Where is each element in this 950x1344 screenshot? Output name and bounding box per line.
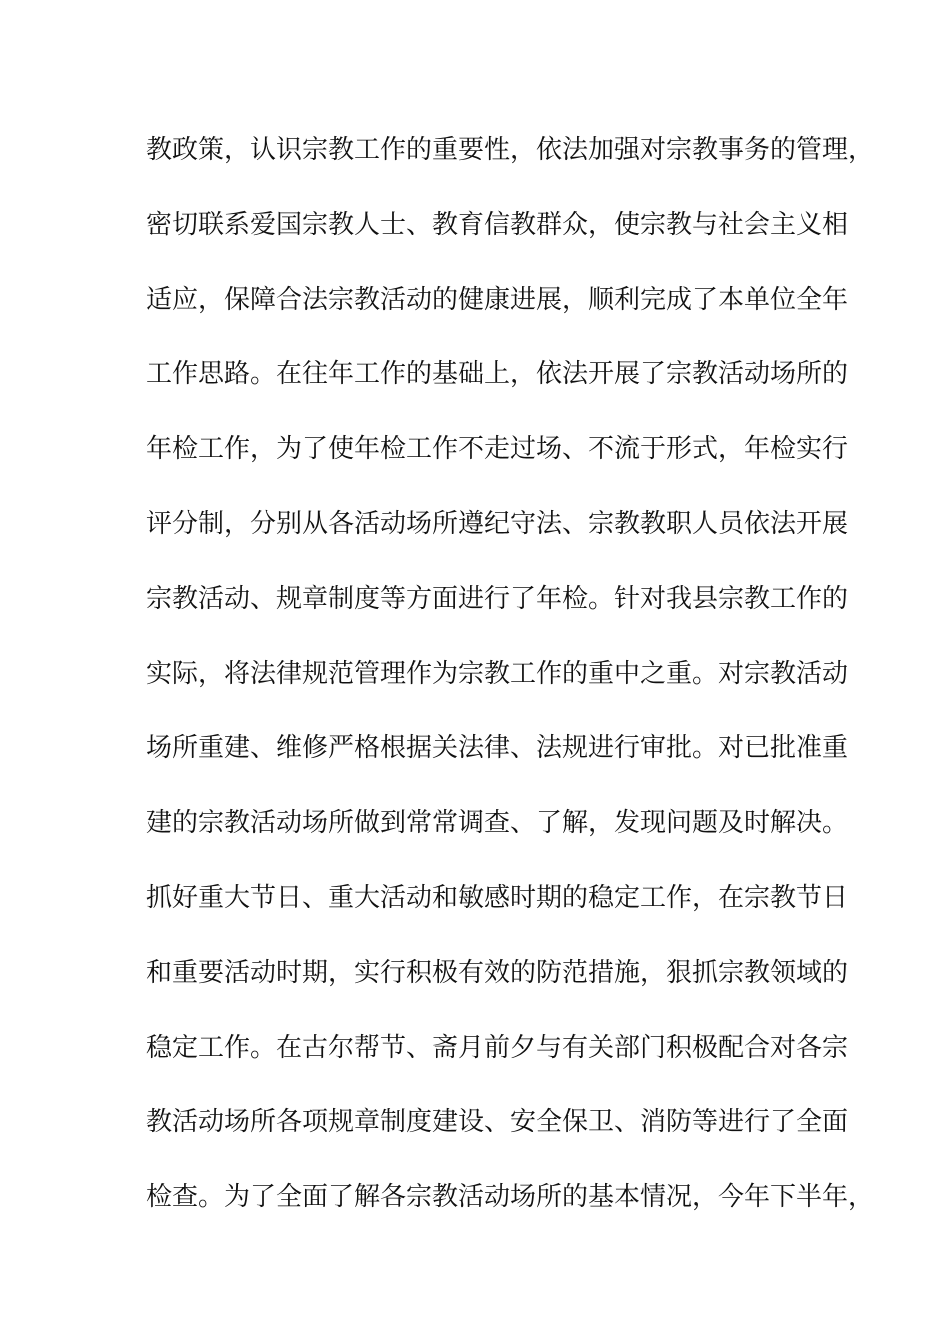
text-line: 宗教活动、规章制度等方面进行了年检。针对我县宗教工作的 [146,583,849,614]
text-line: 稳定工作。在古尔帮节、斋月前夕与有关部门积极配合对各宗 [146,1032,849,1063]
text-line: 场所重建、维修严格根据关法律、法规进行审批。对已批准重 [146,733,849,764]
text-line: 实际，将法律规范管理作为宗教工作的重中之重。对宗教活动 [146,658,849,689]
text-line: 抓好重大节日、重大活动和敏感时期的稳定工作，在宗教节日 [146,882,849,913]
body-text [146,128,875,1250]
text-line: 教活动场所各项规章制度建设、安全保卫、消防等进行了全面 [146,1107,849,1138]
text-line: 年检工作，为了使年检工作不走过场、不流于形式，年检实行 [146,434,849,465]
text-line: 评分制，分别从各活动场所遵纪守法、宗教教职人员依法开展 [146,508,849,539]
text-line: 和重要活动时期，实行积极有效的防范措施，狠抓宗教领域的 [146,957,849,988]
text-line: 适应，保障合法宗教活动的健康进展，顺利完成了本单位全年 [146,284,849,315]
text-line: 检查。为了全面了解各宗教活动场所的基本情况，今年下半年， [146,1182,875,1213]
text-line: 工作思路。在往年工作的基础上，依法开展了宗教活动场所的 [146,359,849,390]
text-line: 教政策，认识宗教工作的重要性，依法加强对宗教事务的管理， [146,135,875,165]
text-line: 密切联系爱国宗教人士、教育信教群众，使宗教与社会主义相 [146,209,849,240]
text-line: 建的宗教活动场所做到常常调查、了解，发现问题及时解决。 [146,808,849,839]
